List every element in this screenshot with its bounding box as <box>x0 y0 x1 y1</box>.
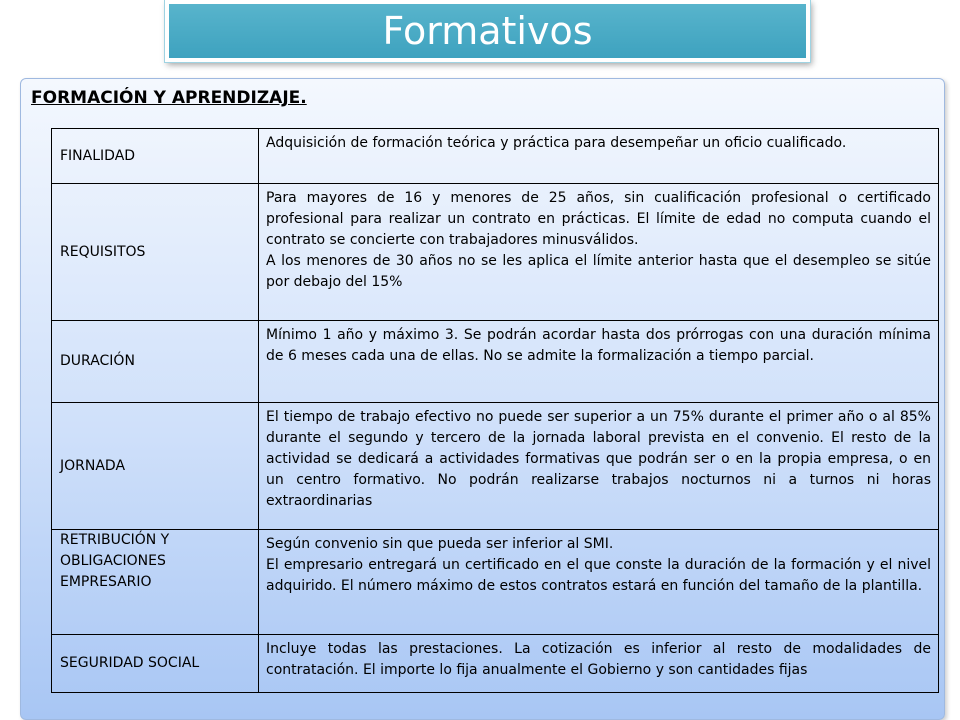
row-description <box>259 530 939 635</box>
description-paragraph: Mínimo 1 año y máximo 3. Se podrán acordar hasta dos prórrogas con una duración mínima de 6 meses cada una de ellas. No se admite la formalización a tiempo parcial. <box>266 327 931 364</box>
row-description <box>259 129 939 184</box>
section-heading: FORMACIÓN Y APRENDIZAJE. <box>31 88 307 108</box>
description-paragraph: Para mayores de 16 y menores de 25 años, sin cualificación profesional o certificado profesional para realizar un contrato en prácticas. El límite de edad no computa cuando el contrato se concierte con trabajadores minusválidos. <box>266 190 931 248</box>
row-label: SEGURIDAD SOCIAL <box>52 635 259 693</box>
table-row-finalidad <box>52 129 939 184</box>
row-description <box>259 635 939 693</box>
row-label: RETRIBUCIÓN Y OBLIGACIONES EMPRESARIO <box>52 530 259 635</box>
row-label: FINALIDAD <box>52 129 259 184</box>
description-paragraph: Adquisición de formación teórica y práctica para desempeñar un oficio cualificado. <box>266 135 847 151</box>
title-banner <box>165 0 810 62</box>
row-label: JORNADA <box>52 403 259 530</box>
row-label: REQUISITOS <box>52 184 259 321</box>
row-description <box>259 184 939 321</box>
slide-title: Formativos <box>382 9 593 53</box>
description-paragraph: A los menores de 30 años no se les aplica el límite anterior hasta que el desempleo se sitúe por debajo del 15% <box>266 253 931 290</box>
row-label: DURACIÓN <box>52 321 259 403</box>
table-row-requisitos <box>52 184 939 321</box>
table-row-retribucion <box>52 530 939 635</box>
table-row-seguridad-social <box>52 635 939 693</box>
description-paragraph: El empresario entregará un certificado en el que conste la duración de la formación y el nivel adquirido. El número máximo de estos contratos estará en función del tamaño de la plantilla. <box>266 557 931 594</box>
description-paragraph: Según convenio sin que pueda ser inferior al SMI. <box>266 536 614 552</box>
table-row-duracion <box>52 321 939 403</box>
content-panel <box>20 78 945 720</box>
description-paragraph: Incluye todas las prestaciones. La cotización es inferior al resto de modalidades de contratación. El importe lo fija anualmente el Gobierno y son cantidades fijas <box>266 641 931 678</box>
contract-info-table <box>51 128 939 693</box>
row-description <box>259 403 939 530</box>
description-paragraph: El tiempo de trabajo efectivo no puede ser superior a un 75% durante el primer año o al 85% durante el segundo y tercero de la jornada laboral prevista en el convenio. El resto de la actividad se dedicará a actividades formativas que podrán ser o en la propia empresa, o en un centro formativo. No podrán realizarse trabajos nocturnos ni a turnos ni horas extraordinarias <box>266 409 931 509</box>
row-description <box>259 321 939 403</box>
table-row-jornada <box>52 403 939 530</box>
